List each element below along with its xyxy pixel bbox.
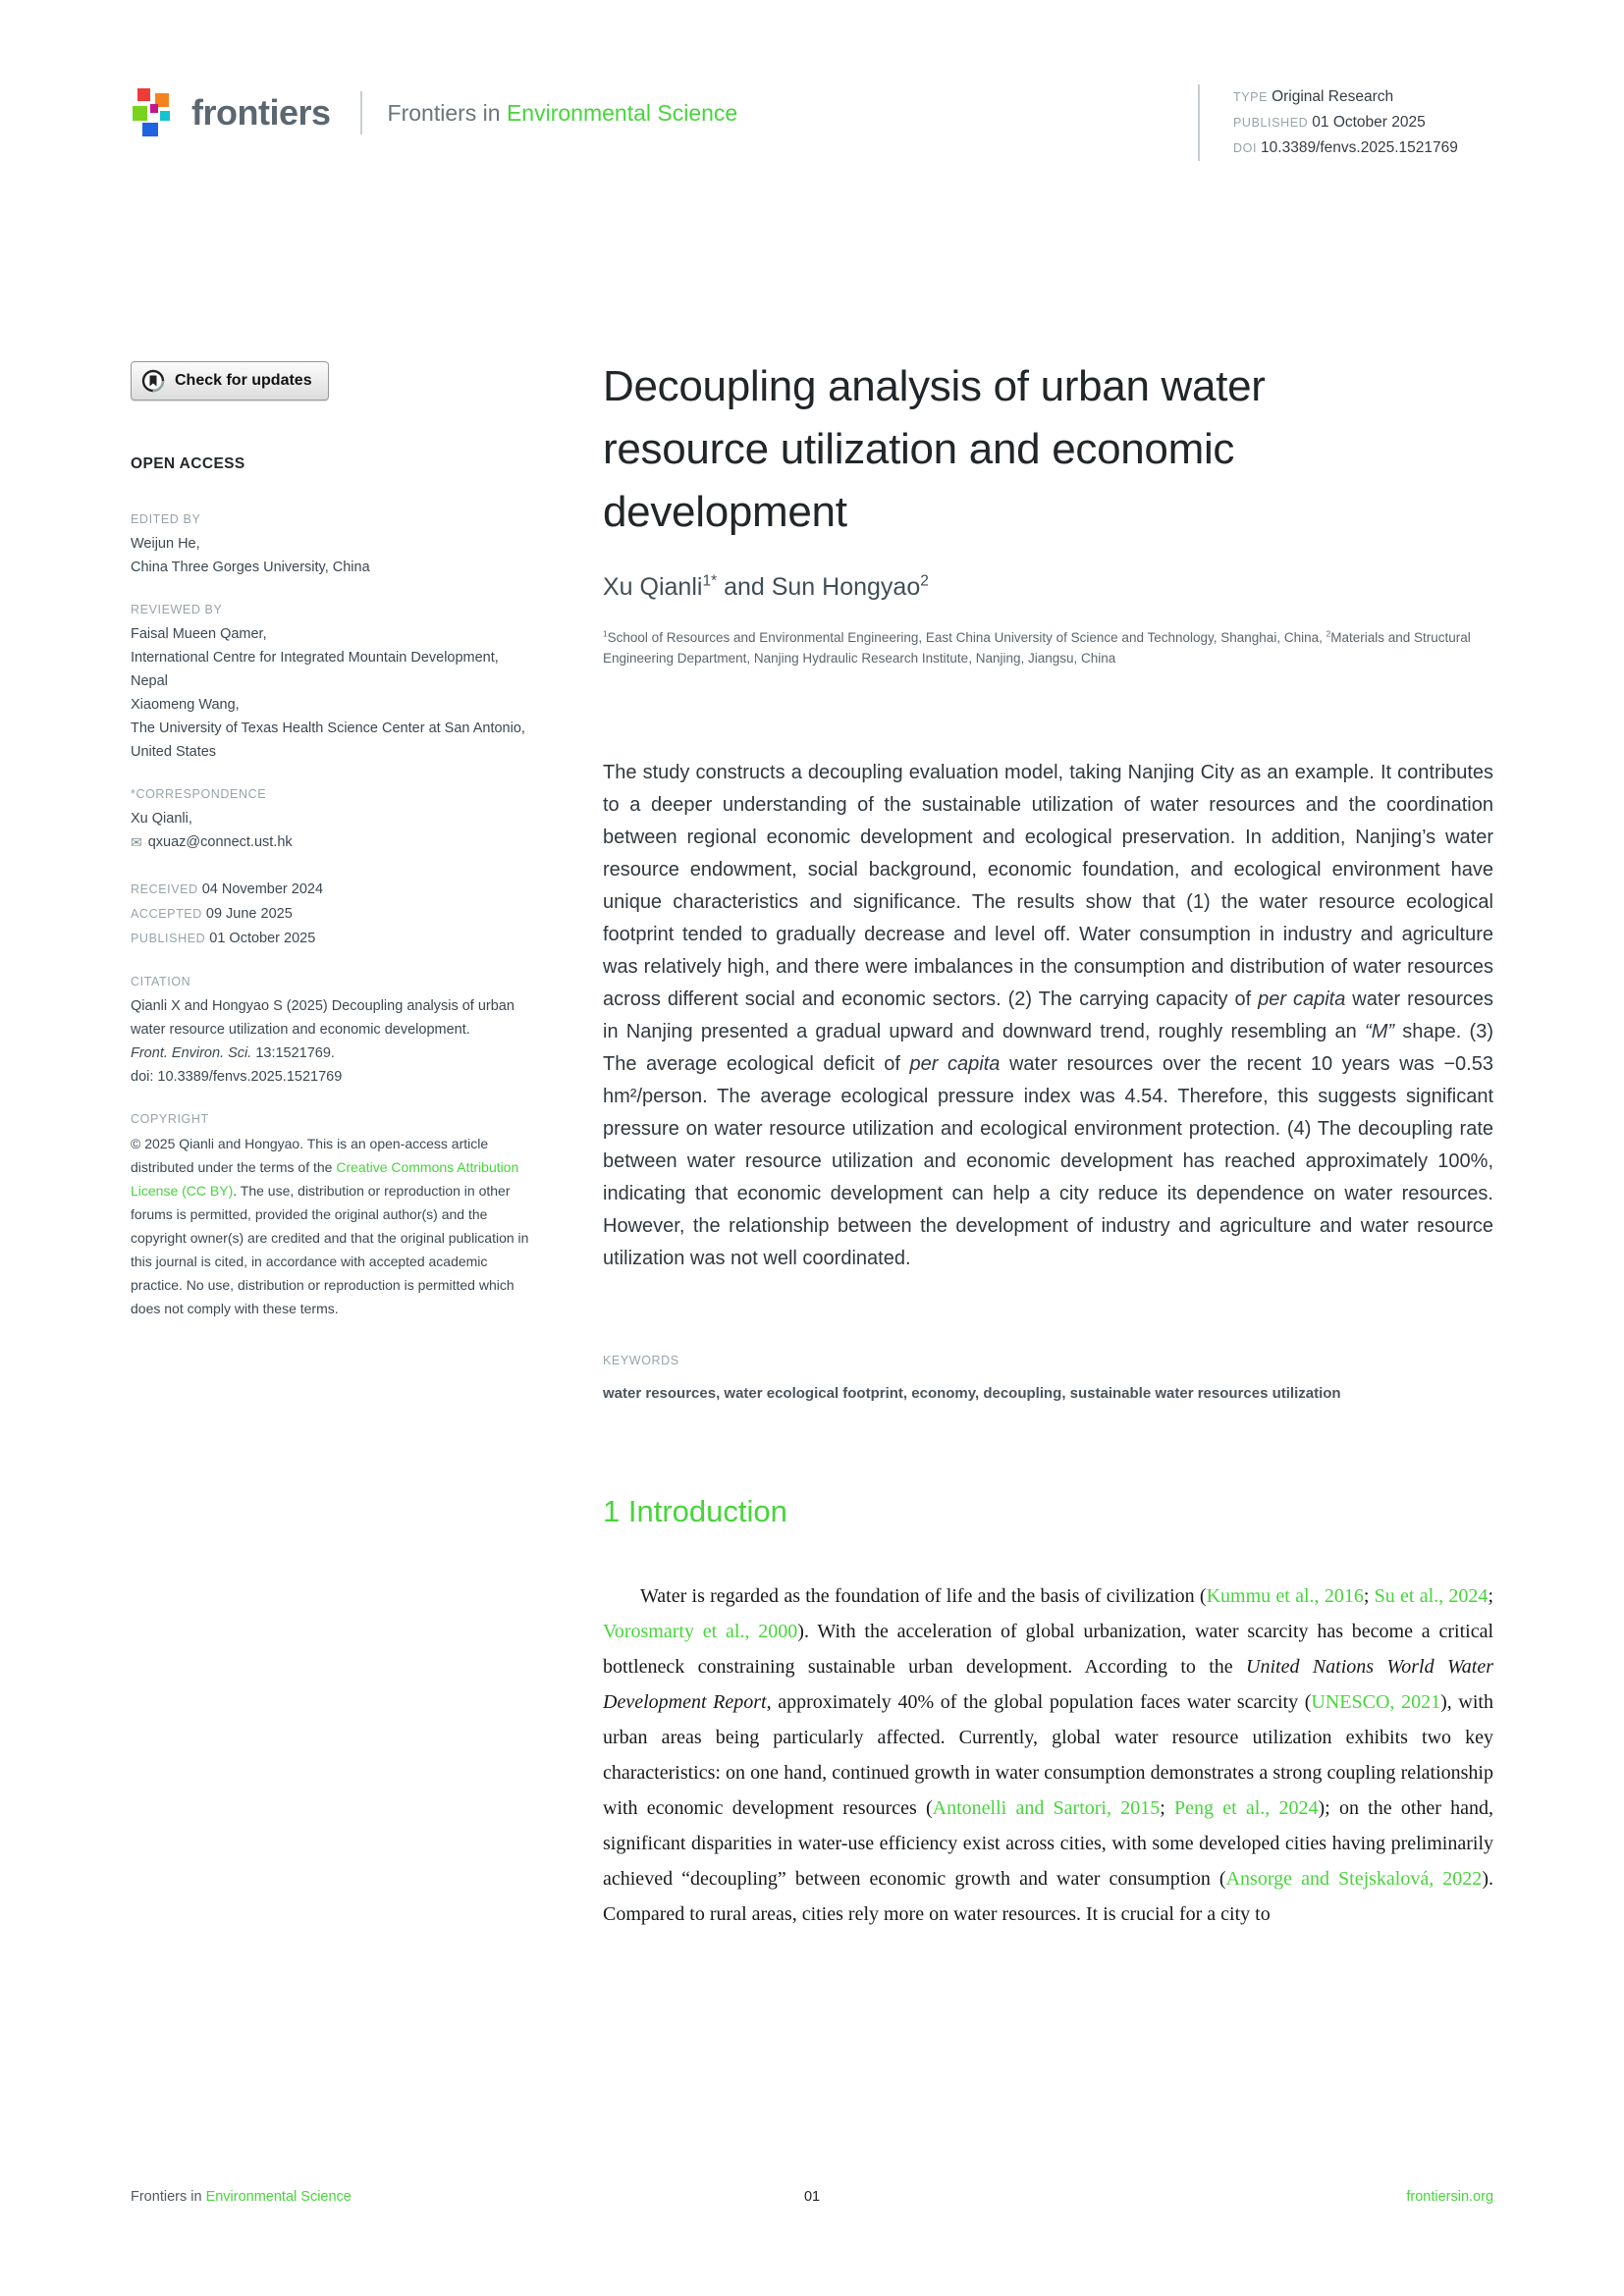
text-segment: water resources over the recent 10 years was −0.53 hm²/person. The average ecological pressure index was 4.54. Therefore, this suggests significant pressure on water resource utilization and ecological environment protection. (4) The decoupling rate between water resource utilization and economic development has reached approximately 100%, indicating that economic development can help a city reduce its dependence on water resources. However, the relationship between the development of industry and agriculture and water resource utilization was not well coordinated. [603,1053,1493,1269]
correspondence-label: *CORRESPONDENCE [131,787,267,801]
check-for-updates-label: Check for updates [175,372,312,389]
copyright-section [131,1112,535,1320]
accepted-row [131,902,535,927]
meta-type-label: TYPE [1233,90,1269,104]
received-value: 04 November 2024 [201,881,324,897]
published-row [131,927,535,951]
reviewed-by-section [131,603,535,764]
text-segment: 13:1521769. [251,1045,335,1061]
abstract-paragraph [603,757,1493,1275]
correspondence-email-link[interactable]: qxuaz@connect.ust.hk [147,834,293,850]
text-segment: water resources in Nanjing presented a gradual upward and downward trend, roughly resembling an [603,988,1493,1042]
edited-by-label: EDITED BY [131,512,201,526]
footer-journal-name: Environmental Science [205,2189,352,2205]
citation-section [131,975,535,1089]
text-segment: per capita [1258,988,1346,1010]
text-segment: Qianli X and Hongyao S (2025) Decoupling analysis of urban water resource utilization and economic development. [131,998,514,1038]
text-segment: School of Resources and Environmental Engineering, East China University of Science and Technology, Shanghai, China, [607,630,1326,645]
citation-link[interactable]: Vorosmarty et al., 2000 [603,1621,798,1642]
correspondence-lines [131,807,535,854]
citation-link[interactable]: Ansorge and Stejskalová, 2022 [1225,1868,1483,1890]
text-segment: © 2025 Qianli and Hongyao. This is an open-access article distributed under the terms of the [131,1136,489,1175]
citation-link[interactable]: Creative Commons Attribution License (CC BY) [131,1159,519,1199]
text-segment: and Sun Hongyao [717,573,921,601]
text-segment: United Nations World Water Development Report [603,1656,1493,1713]
citation-link[interactable]: Su et al., 2024 [1374,1585,1489,1607]
text-segment: ; [1363,1585,1375,1607]
citation-text [131,994,535,1089]
header-divider [360,91,362,134]
main-column [603,355,1493,1932]
accepted-value: 09 June 2025 [205,906,293,922]
page-number: 01 [803,2189,821,2205]
text-segment: ; [1488,1585,1493,1607]
text-segment: , approximately 40% of the global population faces water scarcity ( [766,1691,1312,1713]
authors-line [603,573,1493,602]
meta-doi-label: DOI [1233,141,1258,155]
footer-site-link[interactable]: frontiersin.org [1406,2189,1494,2205]
meta-type-value: Original Research [1272,88,1394,105]
text-segment: Front. Environ. Sci. [131,1045,252,1061]
journal-prefix: Frontiers in [387,99,507,126]
text-segment: “M” [1365,1021,1395,1042]
text-segment: Water is regarded as the foundation of life and the basis of civilization ( [640,1585,1207,1607]
reviewer-affiliation: The University of Texas Health Science Center at San Antonio, United States [131,721,525,760]
text-segment: The study constructs a decoupling evaluation model, taking Nanjing City as an example. It contributes to a deeper understanding of the sustainable utilization of water resources and the coordination between regional economic development and ecological preservation. In addition, Nanjing’s water resource endowment, social background, economic foundation, and ecological environment have unique characteristics and significance. The results show that (1) the water resource ecological footprint tended to gradually decrease and level off. Water consumption in industry and agriculture was relatively high, and there were imbalances in the consumption and distribution of water resources across different social and economic sectors. (2) The carrying capacity of [603,762,1493,1010]
email-envelope-icon: ✉ [131,834,142,850]
footer-journal-prefix: Frontiers in [131,2189,206,2205]
text-segment: Materials and Structural Engineering Department, Nanjing Hydraulic Research Institute, Nanjing, Jiangsu, China [603,630,1471,666]
correspondence-section [131,787,535,854]
published-value: 01 October 2025 [209,931,316,946]
reviewer-name: Xiaomeng Wang, [131,697,240,713]
open-access-heading: OPEN ACCESS [131,455,245,472]
meta-doi-row [1233,135,1492,161]
text-segment: 2 [1326,628,1331,639]
citation-link[interactable]: Kummu et al., 2016 [1206,1585,1364,1607]
accepted-label: ACCEPTED [131,907,202,921]
text-segment: ; [1160,1797,1174,1819]
check-for-updates-button[interactable] [131,361,329,400]
affiliations [603,627,1493,668]
correspondence-email-row [131,830,535,854]
text-segment: ). With the acceleration of global urbanization, water scarcity has become a critical bottleneck constraining sustainable urban development. According to the [603,1621,1494,1678]
received-label: RECEIVED [131,882,198,896]
header-brand [131,86,737,139]
citation-link[interactable]: UNESCO, 2021 [1311,1691,1441,1713]
meta-type-row [1233,84,1492,110]
keywords-label: KEYWORDS [603,1354,679,1367]
dates-section [131,878,535,951]
journal-title: Environmental Science [506,99,738,126]
copyright-label: COPYRIGHT [131,1112,209,1126]
footer-journal [131,2189,804,2205]
citation-label: CITATION [131,975,191,988]
text-segment: 1 [603,628,608,639]
text-segment: . The use, distribution or reproduction in other forums is permitted, provided the original author(s) and the copyright owner(s) are credited and that the original publication in this journal is cited, in accordance with accepted academic practice. No use, distribution or reproduction is permitted which does not comply with these terms. [131,1183,529,1316]
meta-doi-value[interactable]: 10.3389/fenvs.2025.1521769 [1261,139,1458,156]
published-label: PUBLISHED [131,932,206,945]
sidebar [131,361,535,1320]
crossmark-icon [141,369,165,393]
frontiers-logo-icon [131,86,180,139]
text-segment: ). Compared to rural areas, cities rely more on water resources. It is crucial for a city to [603,1868,1493,1925]
edited-by-section [131,512,535,579]
page-footer [131,2189,1493,2205]
reviewer-name: Faisal Mueen Qamer, [131,626,267,642]
copyright-text [131,1132,535,1320]
citation-link[interactable]: Peng et al., 2024 [1173,1797,1319,1819]
editor-affiliation: China Three Gorges University, China [131,560,370,575]
reviewed-by-label: REVIEWED BY [131,603,223,616]
reviewed-by-lines [131,622,535,764]
meta-published-row [1233,110,1492,135]
frontiers-logo-word: frontiers [191,92,331,133]
text-segment: ), with urban areas being particularly affected. Currently, global water resource utilization exhibits two key characteristics: on one hand, continued growth in water consumption demonstrates a strong coupling relationship with economic development resources ( [603,1691,1493,1819]
text-segment: per capita [909,1053,1001,1075]
article-title: Decoupling analysis of urban water resource utilization and economic development [603,362,1266,536]
text-segment: doi: 10.3389/fenvs.2025.1521769 [131,1069,343,1085]
text-segment: ); on the other hand, significant disparities in water-use efficiency exist across cities, with some developed cities having preliminarily achieved “decoupling” between economic growth and water consumption ( [603,1797,1494,1890]
text-segment: * [711,572,718,590]
text-segment: 2 [920,572,929,590]
keywords-text: water resources, water ecological footprint, economy, decoupling, sustainable water resources utilization [603,1385,1341,1402]
introduction-paragraph [603,1578,1493,1932]
text-segment: shape. (3) The average ecological deficit of [603,1021,1493,1075]
citation-link[interactable]: Antonelli and Sartori, 2015 [932,1797,1161,1819]
meta-published-label: PUBLISHED [1233,116,1309,130]
edited-by-lines [131,532,535,579]
journal-name [388,100,738,127]
meta-published-value: 01 October 2025 [1312,114,1426,131]
correspondence-name: Xu Qianli, [131,811,192,827]
text-segment: Xu Qianli [603,573,703,601]
introduction-heading: 1 Introduction [603,1494,787,1528]
text-segment: 1 [702,572,712,590]
editor-name: Weijun He, [131,536,200,552]
received-row [131,878,535,902]
article-meta-block [1198,84,1492,161]
reviewer-affiliation: International Centre for Integrated Mountain Development, Nepal [131,650,499,689]
